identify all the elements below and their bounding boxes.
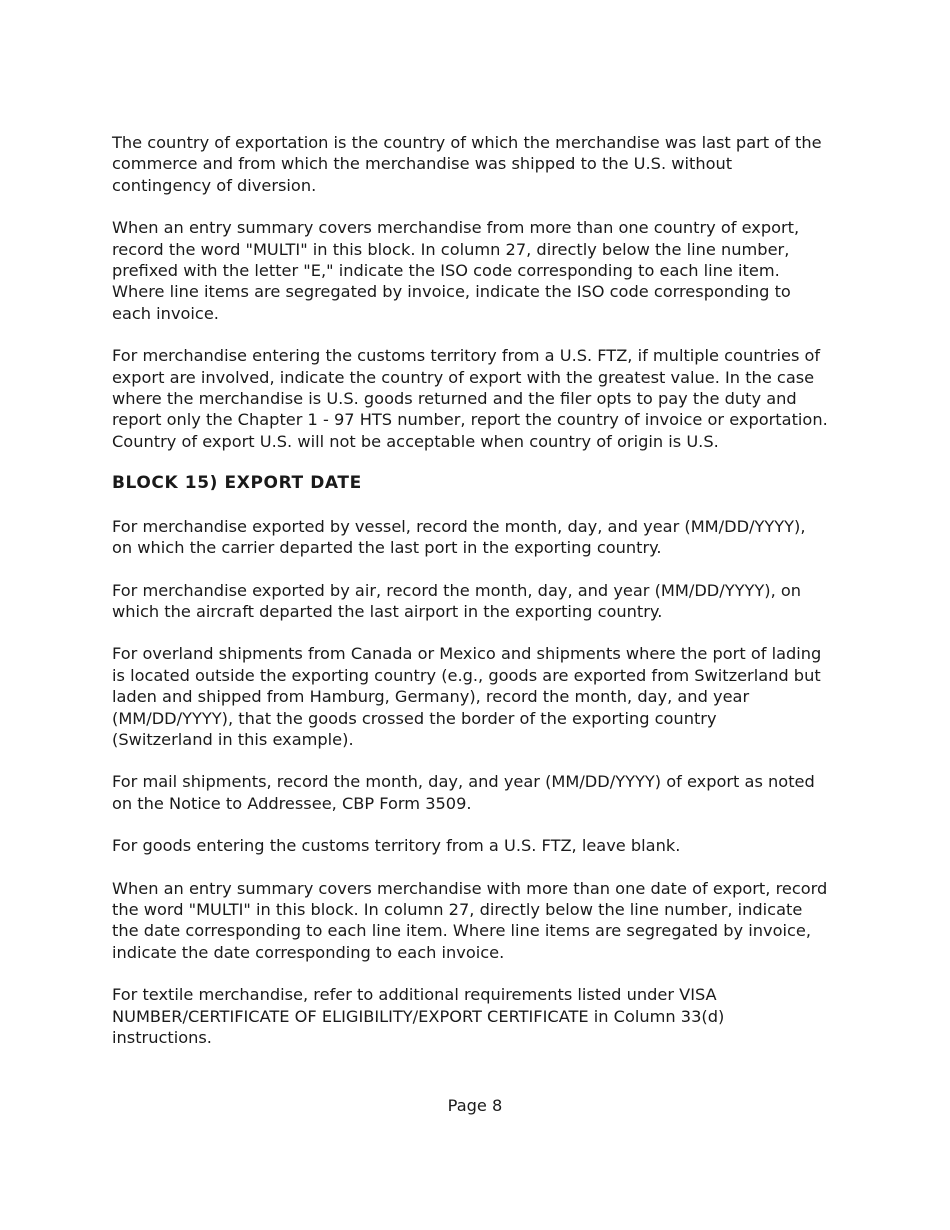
paragraph-ftz-export-date: For goods entering the customs territory from a U.S. FTZ, leave blank. <box>112 836 681 856</box>
paragraph-ftz-country-export: For merchandise entering the customs territory from a U.S. FTZ, if multiple countries of export are involved, indicate the country of export with the greatest value. In the case where the merchandise is U.S. goods returned and the filer opts to pay the duty and report only the Chapter 1 - 97 HTS number, report the country of invoice or exportation. Country of export U.S. will not be acceptable when country of origin is U.S. <box>112 346 828 451</box>
paragraph-multi-date-export: When an entry summary covers merchandise with more than one date of export, record the word "MULTI" in this block. In column 27, directly below the line number, indicate the date corresponding to each line item. Where line items are segregated by invoice, indicate the date corresponding to each invoice. <box>112 878 828 962</box>
paragraph-country-of-exportation: The country of exportation is the country of which the merchandise was last part of the commerce and from which the merchandise was shipped to the U.S. without contingency of diversion. <box>112 133 822 195</box>
paragraph-textile-merchandise: For textile merchandise, refer to additional requirements listed under VISA NUMBER/CERTIFICATE OF ELIGIBILITY/EXPORT CERTIFICATE in Column 33(d) instructions. <box>112 985 725 1047</box>
paragraph-air-export: For merchandise exported by air, record the month, day, and year (MM/DD/YYYY), on which the aircraft departed the last airport in the exporting country. <box>112 580 802 621</box>
paragraph-overland-export: For overland shipments from Canada or Mexico and shipments where the port of lading is located outside the exporting country (e.g., goods are exported from Switzerland but laden and shipped from Hamburg, Germany), record the month, day, and year (MM/DD/YYYY), that the goods crossed the border of the exporting country (Switzerland in this example). <box>112 644 822 749</box>
paragraph-multi-country-export: When an entry summary covers merchandise from more than one country of export, record the word "MULTI" in this block. In column 27, directly below the line number, prefixed with the letter "E," indicate the ISO code corresponding to each line item. Where line items are segregated by invoice, indicate the ISO code corresponding to each invoice. <box>112 218 800 323</box>
section-heading-export-date: BLOCK 15) EXPORT DATE <box>112 473 362 494</box>
page-number: Page 8 <box>447 1096 503 1115</box>
document-body <box>112 132 840 1069</box>
paragraph-mail-export: For mail shipments, record the month, day, and year (MM/DD/YYYY) of export as noted on the Notice to Addressee, CBP Form 3509. <box>112 772 815 813</box>
paragraph-vessel-export: For merchandise exported by vessel, record the month, day, and year (MM/DD/YYYY), on which the carrier departed the last port in the exporting country. <box>112 516 806 558</box>
